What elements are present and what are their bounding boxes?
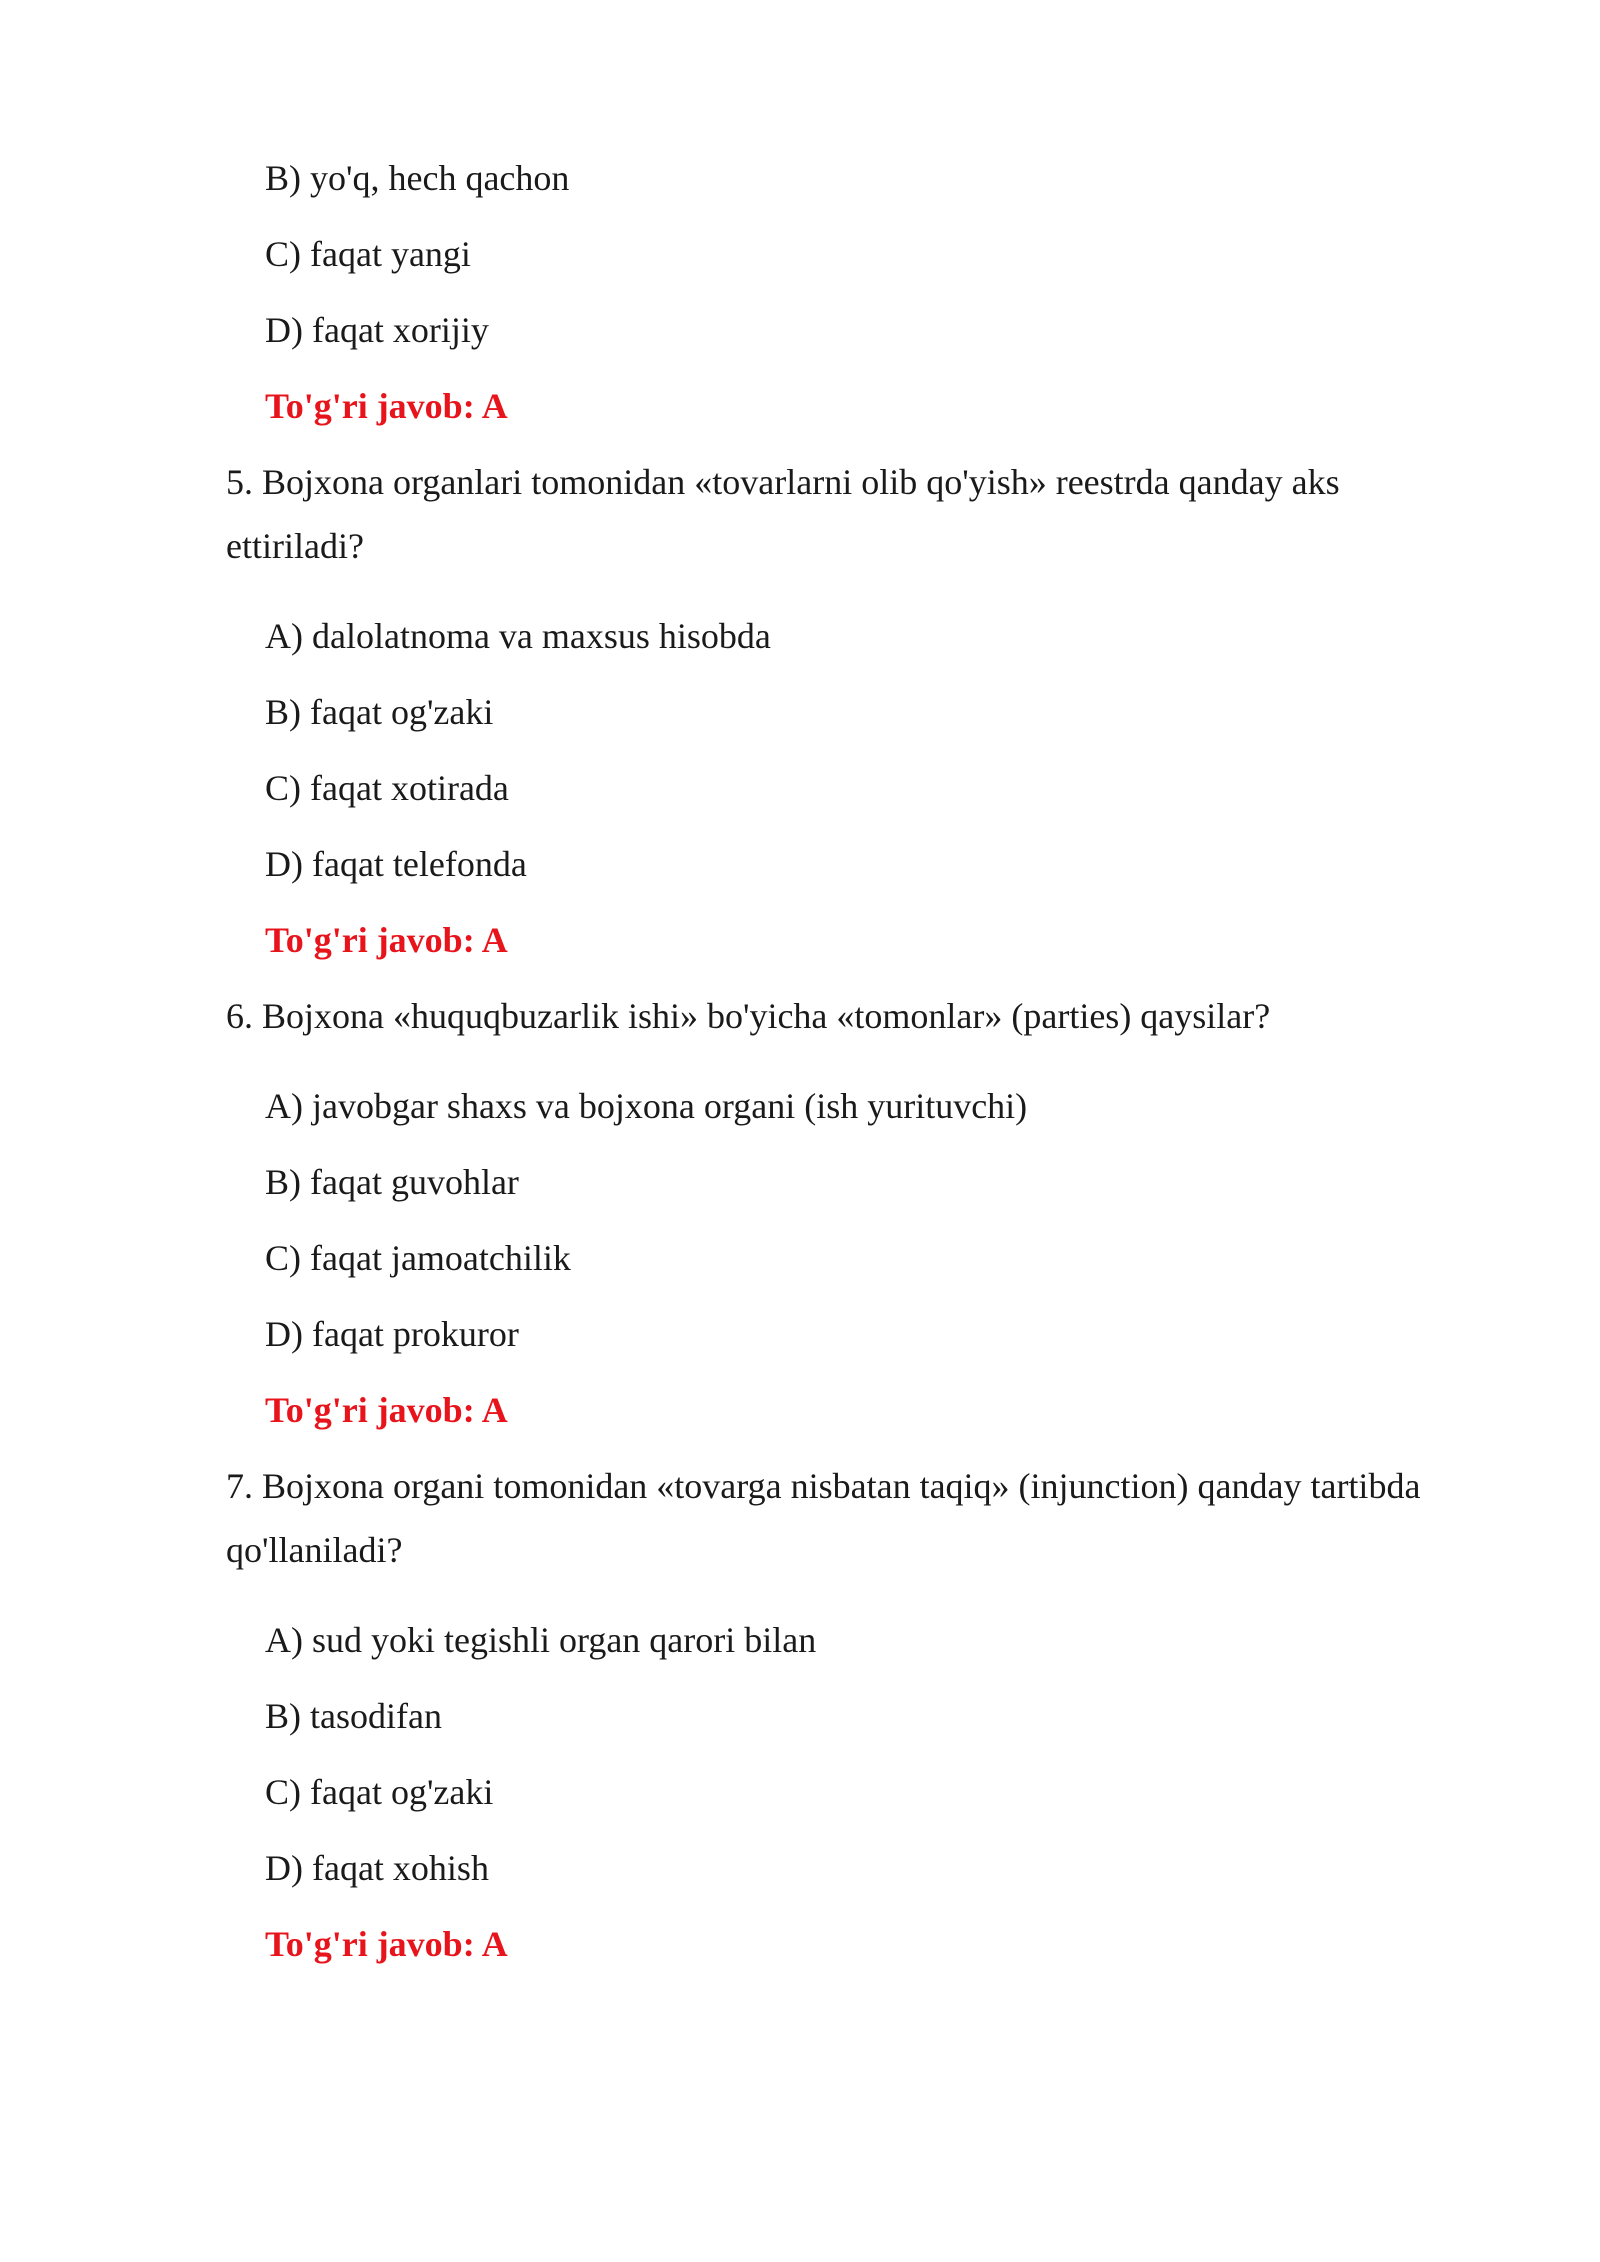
option-d: D) faqat prokuror — [265, 1314, 519, 1354]
option-d: D) faqat xohish — [265, 1848, 489, 1888]
correct-answer: To'g'ri javob: A — [265, 920, 508, 960]
option-d: D) faqat xorijiy — [265, 310, 489, 350]
question-text: 6. Bojxona «huquqbuzarlik ishi» bo'yicha «tomonlar» (parties) qaysilar? — [226, 996, 1271, 1036]
correct-answer: To'g'ri javob: A — [265, 1390, 508, 1430]
option-b: B) yo'q, hech qachon — [265, 158, 570, 198]
correct-answer: To'g'ri javob: A — [265, 1924, 508, 1964]
option-b: B) faqat og'zaki — [265, 692, 494, 732]
option-c: C) faqat xotirada — [265, 768, 509, 808]
option-d: D) faqat telefonda — [265, 844, 527, 884]
question-text-continuation: ettiriladi? — [226, 526, 364, 566]
question-text: 5. Bojxona organlari tomonidan «tovarlarni olib qo'yish» reestrda qanday aks — [226, 462, 1340, 502]
option-b: B) tasodifan — [265, 1696, 442, 1736]
option-c: C) faqat yangi — [265, 234, 471, 274]
option-a: A) javobgar shaxs va bojxona organi (ish yurituvchi) — [265, 1086, 1028, 1126]
option-b: B) faqat guvohlar — [265, 1162, 519, 1202]
option-c: C) faqat jamoatchilik — [265, 1238, 571, 1278]
correct-answer: To'g'ri javob: A — [265, 386, 508, 426]
option-c: C) faqat og'zaki — [265, 1772, 494, 1812]
question-text: 7. Bojxona organi tomonidan «tovarga nisbatan taqiq» (injunction) qanday tartibda — [226, 1466, 1421, 1506]
question-text-continuation: qo'llaniladi? — [226, 1530, 403, 1570]
option-a: A) dalolatnoma va maxsus hisobda — [265, 616, 771, 656]
option-a: A) sud yoki tegishli organ qarori bilan — [265, 1620, 817, 1660]
